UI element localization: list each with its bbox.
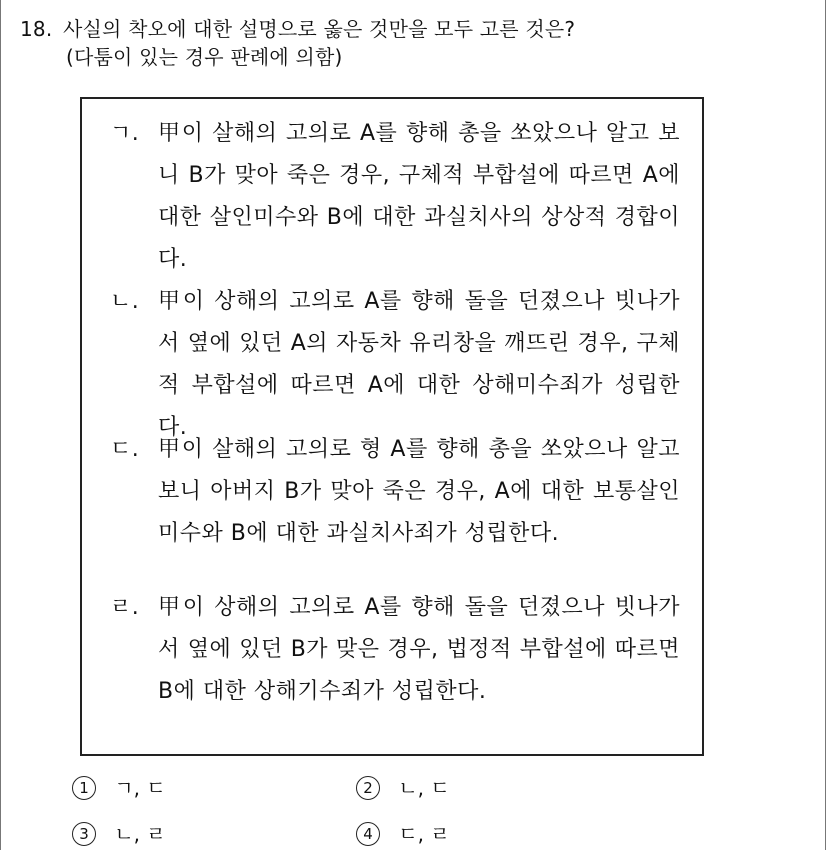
- statement-rieul: [110, 587, 680, 713]
- statement-marker: ㄴ.: [110, 289, 140, 314]
- choice-2[interactable]: [356, 774, 450, 802]
- choice-answer: ㄴ, ㄷ: [398, 776, 450, 800]
- question-number: 18.: [20, 17, 53, 41]
- choice-number: 4: [356, 822, 380, 846]
- choice-3[interactable]: [72, 820, 166, 848]
- question-header: [20, 16, 810, 70]
- statement-text: 甲이 상해의 고의로 A를 향해 돌을 던졌으나 빗나가서 옆에 있던 B가 맞은 경우, 법정적 부합설에 따르면 B에 대한 상해기수죄가 성립한다.: [158, 595, 680, 704]
- choice-1[interactable]: [72, 774, 166, 802]
- choice-answer: ㄷ, ㄹ: [398, 822, 450, 846]
- choice-4[interactable]: [356, 820, 450, 848]
- choice-answer: ㄴ, ㄹ: [114, 822, 166, 846]
- statement-text: 甲이 살해의 고의로 형 A를 향해 총을 쏘았으나 알고 보니 아버지 B가 맞아 죽은 경우, A에 대한 보통살인 미수와 B에 대한 과실치사죄가 성립한다.: [158, 437, 680, 546]
- choice-answer: ㄱ, ㄷ: [114, 776, 166, 800]
- statement-digeut: [110, 429, 680, 555]
- statement-marker: ㄹ.: [110, 595, 140, 620]
- choice-number: 3: [72, 822, 96, 846]
- statement-marker: ㄷ.: [110, 437, 140, 462]
- statement-box: [80, 97, 704, 756]
- statement-text: 甲이 살해의 고의로 A를 향해 총을 쏘았으나 알고 보니 B가 맞아 죽은 경우, 구체적 부합설에 따르면 A에 대한 살인미수와 B에 대한 과실치사의 상상적 경합이다.: [158, 121, 680, 272]
- question-title: 사실의 착오에 대한 설명으로 옳은 것만을 모두 고른 것은?: [62, 17, 576, 41]
- question-subtitle: (다툼이 있는 경우 판례에 의함): [66, 45, 343, 69]
- statement-nieun: [110, 281, 680, 449]
- statement-giyeok: [110, 113, 680, 281]
- choice-number: 1: [72, 776, 96, 800]
- statement-text: 甲이 상해의 고의로 A를 향해 돌을 던졌으나 빗나가서 옆에 있던 A의 자동차 유리창을 깨뜨린 경우, 구체적 부합설에 따르면 A에 대한 상해미수죄가 성립한다.: [158, 289, 680, 440]
- choice-number: 2: [356, 776, 380, 800]
- statement-marker: ㄱ.: [110, 121, 140, 146]
